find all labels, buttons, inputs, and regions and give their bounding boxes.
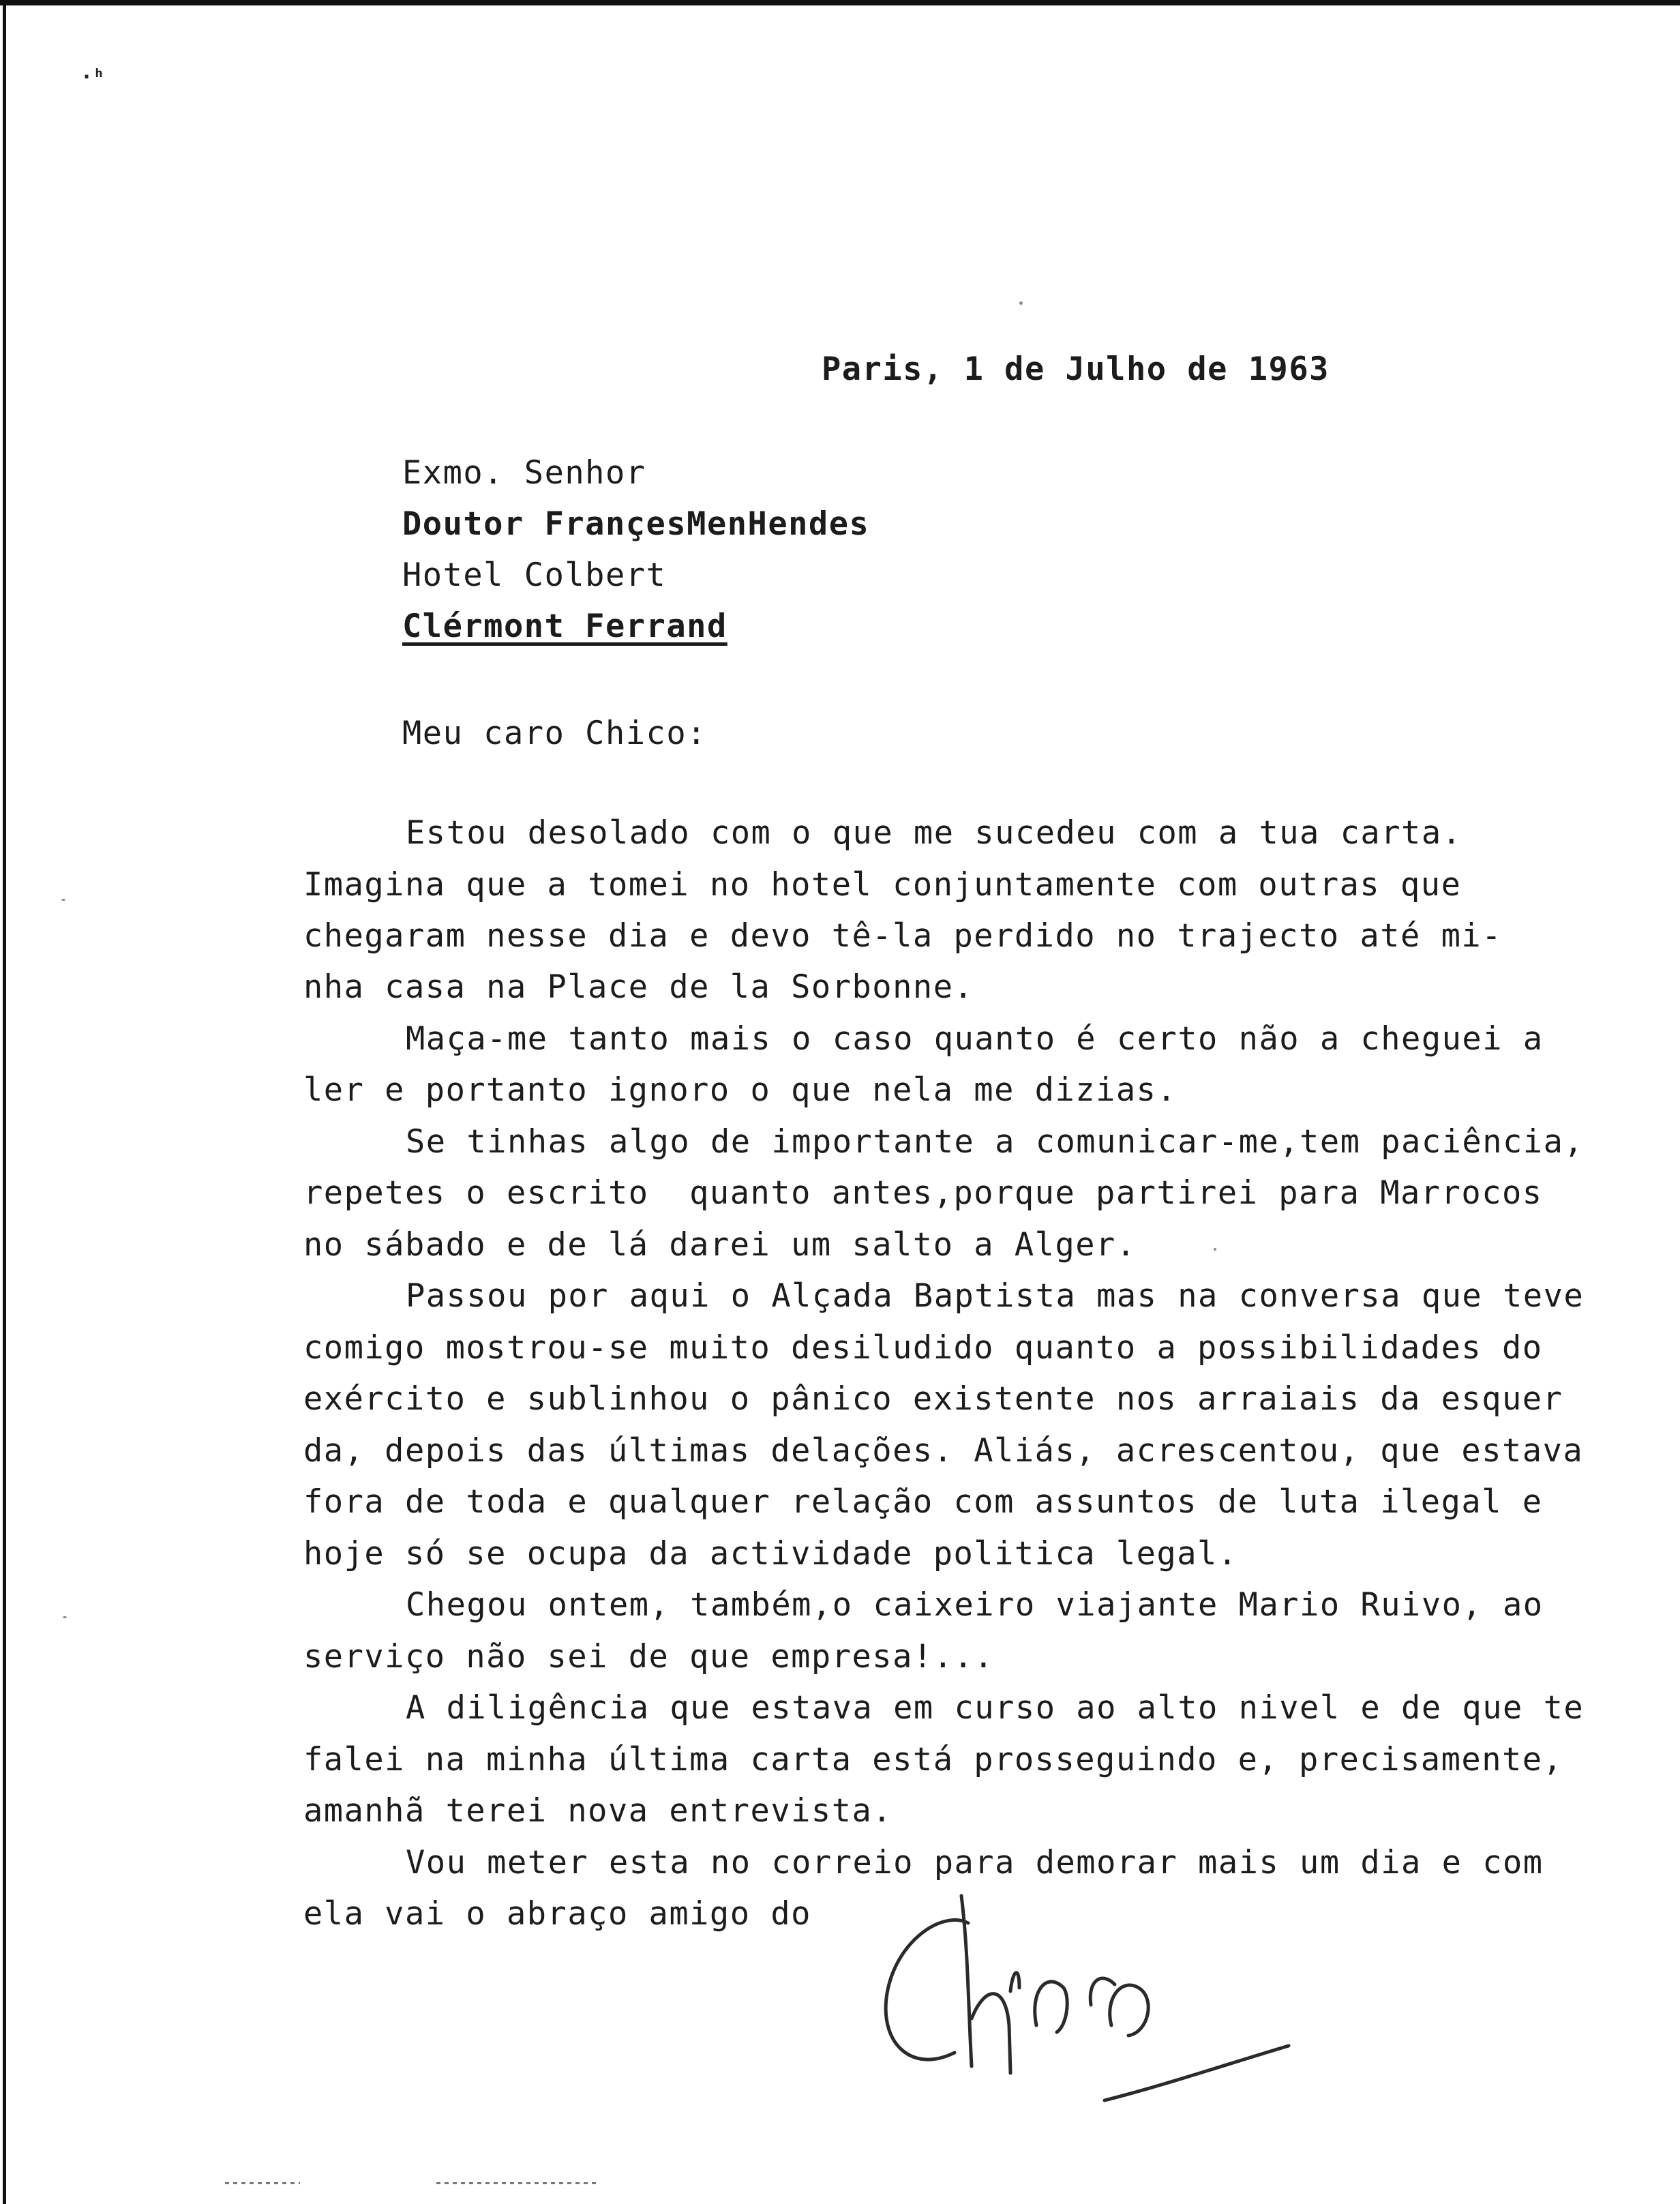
body-line: nha casa na Place de la Sorbonne.	[303, 968, 974, 1006]
body-line: falei na minha última carta está prosseguindo e, precisamente,	[303, 1741, 1563, 1778]
scan-bottom-mark	[225, 2182, 300, 2184]
scan-speck	[1214, 1248, 1216, 1251]
body-line: no sábado e de lá darei um salto a Alger.	[303, 1226, 1137, 1264]
scan-bottom-mark	[436, 2182, 600, 2184]
body-line: Vou meter esta no correio para demorar mais um dia e com	[406, 1844, 1544, 1881]
handwritten-signature	[866, 1868, 1309, 2121]
scan-speck	[63, 1616, 67, 1618]
body-line: Chegou ontem, também,o caixeiro viajante Mario Ruivo, ao	[406, 1586, 1544, 1624]
body-line: comigo mostrou-se muito desiludido quanto a possibilidades do	[303, 1329, 1543, 1367]
address-line-salutation-title: Exmo. Senhor	[402, 454, 646, 492]
body-line: ela vai o abraço amigo do	[303, 1895, 811, 1933]
body-line: A diligência que estava em curso ao alto nivel e de que te	[406, 1689, 1585, 1727]
date-line: Paris, 1 de Julho de 1963	[822, 351, 1330, 388]
scan-speck	[61, 899, 65, 901]
body-line: serviço não sei de que empresa!...	[303, 1638, 995, 1676]
salutation: Meu caro Chico:	[402, 715, 707, 752]
body-line: chegaram nesse dia e devo tê-la perdido no trajecto até mi-	[303, 917, 1502, 955]
body-line: Estou desolado com o que me sucedeu com a tua carta.	[406, 814, 1462, 852]
corner-mark: ·ʰ	[80, 65, 106, 89]
body-line: Imagina que a tomei no hotel conjuntamente com outras que	[303, 866, 1462, 904]
body-line: fora de toda e qualquer relação com assuntos de luta ilegal e	[303, 1483, 1543, 1521]
body-line: Se tinhas algo de importante a comunicar-me,tem paciência,	[406, 1123, 1585, 1161]
address-line-hotel: Hotel Colbert	[402, 556, 667, 594]
scan-top-edge	[0, 0, 1680, 5]
body-line: Maça-me tanto mais o caso quanto é certo não a cheguei a	[406, 1020, 1544, 1058]
body-line: ler e portanto ignoro o que nela me dizias.	[303, 1071, 1178, 1109]
body-line: hoje só se ocupa da actividade politica legal.	[303, 1535, 1238, 1573]
body-line: da, depois das últimas delações. Aliás, acrescentou, que estava	[303, 1432, 1584, 1470]
body-line: amanhã terei nova entrevista.	[303, 1792, 893, 1830]
address-line-recipient: Doutor FrançesMenHendes	[402, 505, 870, 543]
address-line-city: Clérmont Ferrand	[402, 608, 728, 645]
body-line: repetes o escrito quanto antes,porque partirei para Marrocos	[303, 1174, 1543, 1212]
scan-speck	[1019, 301, 1023, 305]
scan-left-edge	[3, 0, 6, 2204]
body-line: exército e sublinhou o pânico existente nos arraiais da esquer	[303, 1380, 1563, 1418]
body-line: Passou por aqui o Alçada Baptista mas na conversa que teve	[406, 1277, 1585, 1315]
